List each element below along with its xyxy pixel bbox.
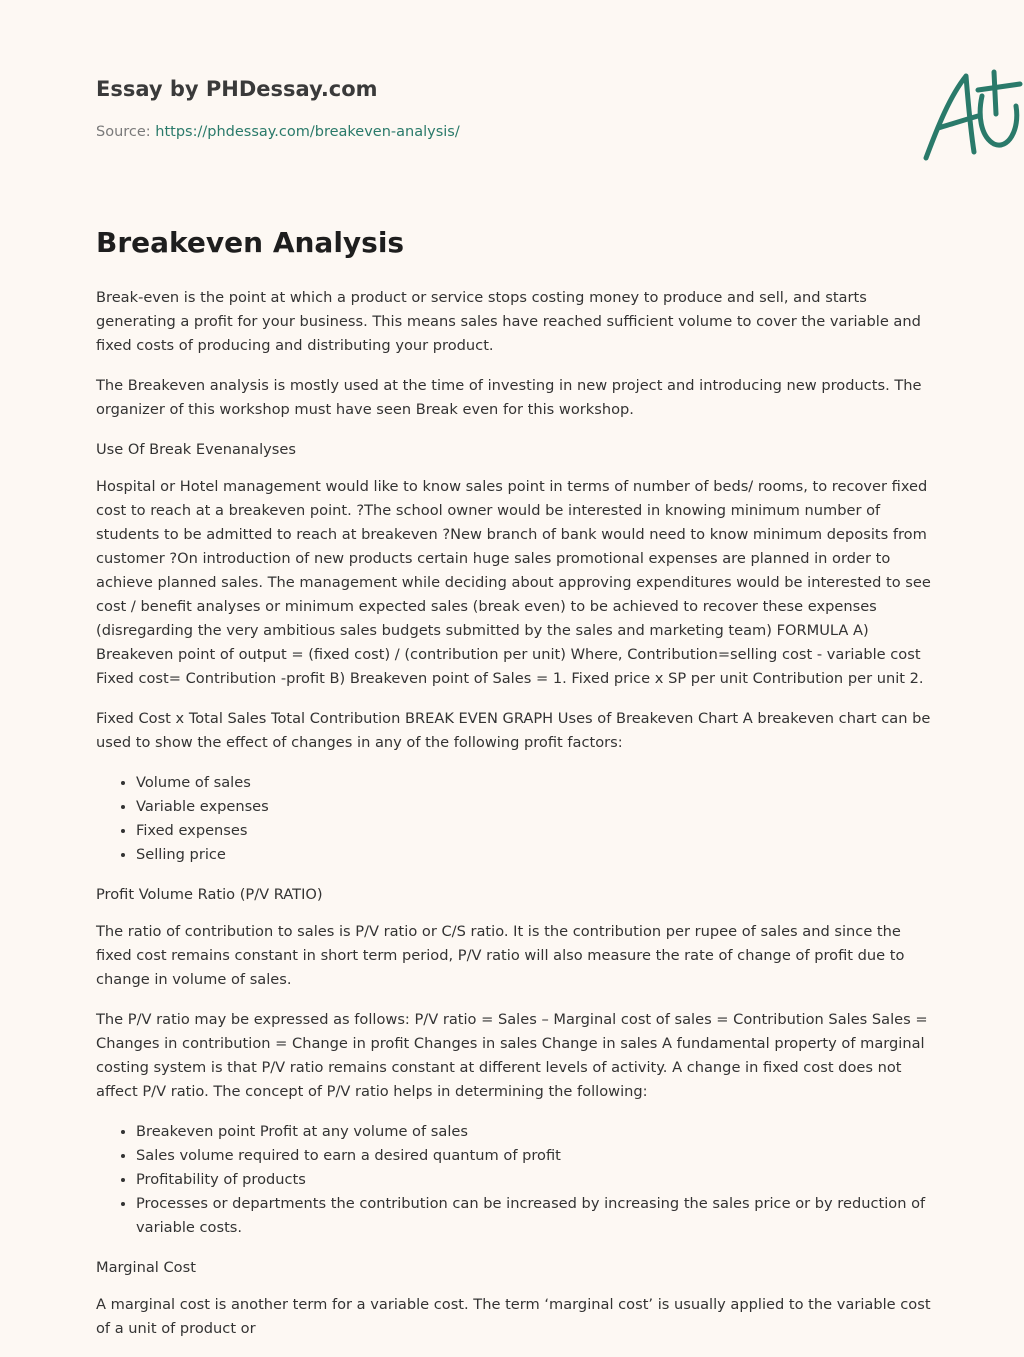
list-item: • Variable expenses bbox=[136, 795, 932, 819]
list-item: • Breakeven point Profit at any volume of sales bbox=[136, 1120, 932, 1144]
section-heading: Marginal Cost bbox=[96, 1259, 196, 1276]
brand-title: Essay by PHDessay.com bbox=[96, 77, 378, 101]
profit-factors-list bbox=[96, 771, 932, 867]
paragraph: A marginal cost is another term for a variable cost. The term ‘marginal cost’ is usually applied to the variable cost of a unit of product or bbox=[96, 1296, 931, 1337]
paragraph: Hospital or Hotel management would like to know sales point in terms of number of beds/ rooms, to recover fixed cost to reach at a breakeven point. ?The school owner would be interested in knowing minimum number of students to be admitted to reach at breakeven ?New branch of bank would need to know minimum deposits from customer ?On introduction of new products certain huge sales promotional expenses are planned in order to achieve planned sales. The management while deciding about approving expenditures would be interested to see cost / benefit analyses or minimum expected sales (break even) to be achieved to recover these expenses (disregarding the very ambitious sales budgets submitted by the sales and marketing team) FORMULA A) Breakeven point of output = (fixed cost) / (contribution per unit) Where, Contribution=selling cost - variable cost Fixed cost= Contribution -profit B) Breakeven point of Sales = 1. Fixed price x SP per unit Contribution per unit 2. bbox=[96, 478, 931, 687]
list-item: • Sales volume required to earn a desired quantum of profit bbox=[136, 1144, 932, 1168]
paragraph: The Breakeven analysis is mostly used at the time of investing in new project and introducing new products. The organizer of this workshop must have seen Break even for this workshop. bbox=[96, 377, 922, 418]
source-line bbox=[96, 124, 460, 140]
paragraph: Fixed Cost x Total Sales Total Contribution BREAK EVEN GRAPH Uses of Breakeven Chart A breakeven chart can be used to show the effect of changes in any of the following profit factors: bbox=[96, 710, 931, 751]
paragraph: The ratio of contribution to sales is P/V ratio or C/S ratio. It is the contribution per rupee of sales and since the fixed cost remains constant in short term period, P/V ratio will also measure the rate of change of profit due to change in volume of sales. bbox=[96, 923, 905, 988]
paragraph: The P/V ratio may be expressed as follows: P/V ratio = Sales – Marginal cost of sales = Contribution Sales Sales = Changes in contribution = Change in profit Changes in sales Change in sales A fundamental property of marginal costing system is that P/V ratio remains constant at different levels of activity. A change in fixed cost does not affect P/V ratio. The concept of P/V ratio helps in determining the following: bbox=[96, 1011, 928, 1100]
a-plus-logo-icon bbox=[916, 66, 1024, 166]
source-label: Source: bbox=[96, 124, 156, 140]
list-item: • Fixed expenses bbox=[136, 819, 932, 843]
list-item: • Selling price bbox=[136, 843, 932, 867]
section-heading: Use Of Break Evenanalyses bbox=[96, 441, 296, 458]
section-heading: Profit Volume Ratio (P/V RATIO) bbox=[96, 886, 323, 903]
article-title: Breakeven Analysis bbox=[96, 226, 405, 259]
source-link[interactable]: https://phdessay.com/breakeven-analysis/ bbox=[155, 124, 460, 140]
list-item: • Volume of sales bbox=[136, 771, 932, 795]
list-item: • Profitability of products bbox=[136, 1168, 932, 1192]
pv-ratio-uses-list bbox=[96, 1120, 932, 1240]
article-body bbox=[96, 286, 932, 1357]
list-item: • Processes or departments the contribution can be increased by increasing the sales price or by reduction of variable costs. bbox=[136, 1192, 932, 1240]
paragraph: Break-even is the point at which a product or service stops costing money to produce and sell, and starts generating a profit for your business. This means sales have reached sufficient volume to cover the variable and fixed costs of producing and distributing your product. bbox=[96, 289, 921, 354]
